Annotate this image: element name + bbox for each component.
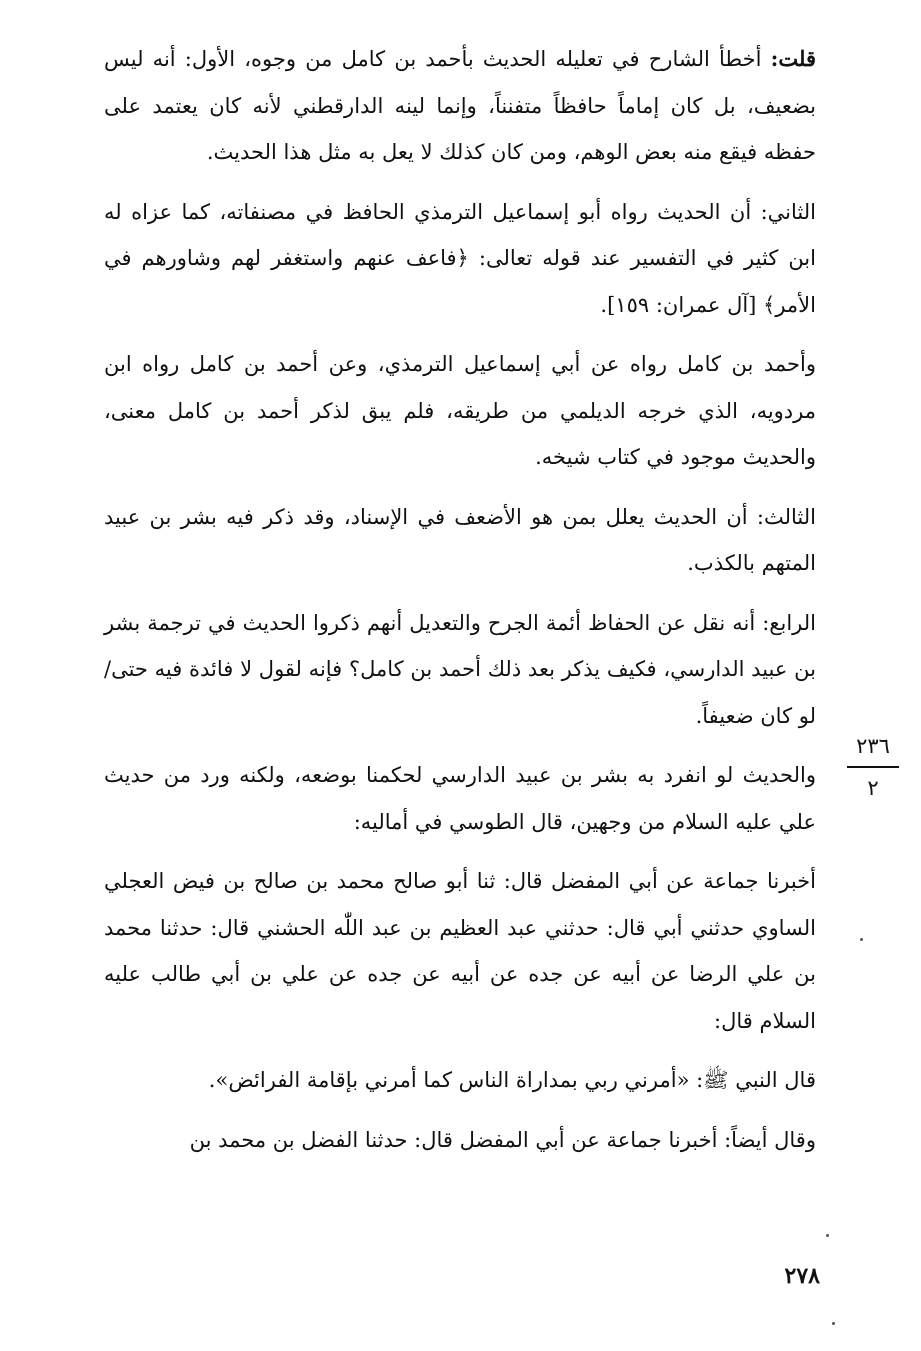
paragraph-7 xyxy=(104,858,816,1044)
scan-speck xyxy=(832,1322,835,1325)
margin-note-divider xyxy=(847,766,899,768)
paragraph-4 xyxy=(104,494,816,587)
paragraph-text: والحديث لو انفرد به بشر بن عبيد الدارسي لحكمنا بوضعه، ولكنه ورد من حديث علي عليه السلام من وجهين، قال الطوسي في أماليه: xyxy=(104,763,816,834)
paragraph-9 xyxy=(104,1117,816,1164)
paragraph-1 xyxy=(104,36,816,176)
paragraph-text: أخبرنا جماعة عن أبي المفضل قال: ثنا أبو صالح محمد بن صالح بن فيض العجلي الساوي حدثني أبي قال: حدثني عبد العظيم بن عبد اللّٰه الحشني قال: حدثنا محمد بن علي الرضا عن أبيه عن جده عن أبيه عن جده عن علي بن أبي طالب عليه السلام قال: xyxy=(104,869,816,1033)
paragraph-text: وقال أيضاً: أخبرنا جماعة عن أبي المفضل قال: حدثنا الفضل بن محمد بن xyxy=(189,1127,816,1152)
scan-speck xyxy=(860,938,863,941)
paragraph-8 xyxy=(104,1057,816,1104)
scan-speck xyxy=(826,1234,829,1237)
paragraph-lead-word: قلت: xyxy=(770,46,816,71)
margin-folio-note xyxy=(847,732,899,804)
margin-note-top-number: ٢٣٦ xyxy=(856,734,890,758)
paragraph-text: وأحمد بن كامل رواه عن أبي إسماعيل الترمذي، وعن أحمد بن كامل رواه ابن مردويه، الذي خرجه الديلمي من طريقه، فلم يبق لذكر أحمد بن كامل معنى، والحديث موجود في كتاب شيخه. xyxy=(104,352,816,469)
paragraph-text: الثالث: أن الحديث يعلل بمن هو الأضعف في الإسناد، وقد ذكر فيه بشر بن عبيد المتهم بالكذب. xyxy=(104,504,816,575)
paragraph-5 xyxy=(104,600,816,740)
page-number: ٢٧٨ xyxy=(784,1263,820,1289)
paragraph-text: أخطأ الشارح في تعليله الحديث بأحمد بن كامل من وجوه، الأول: أنه ليس بضعيف، بل كان إماماً حافظاً متفنناً، وإنما لينه الدارقطني لأنه كان يعتمد على حفظه فيقع منه بعض الوهم، ومن كان كذلك لا يعل به مثل هذا الحديث. xyxy=(104,47,816,164)
paragraph-text: الرابع: أنه نقل عن الحفاظ أئمة الجرح والتعديل أنهم ذكروا الحديث في ترجمة بشر بن عبيد الدارسي، فكيف يذكر بعد ذلك أحمد بن كامل؟ فإنه لقول لا فائدة فيه حتى/ لو كان ضعيفاً. xyxy=(104,610,816,728)
paragraph-2 xyxy=(104,189,816,329)
paragraph-text: الثاني: أن الحديث رواه أبو إسماعيل الترمذي الحافظ في مصنفاته، كما عزاه له ابن كثير في التفسير عند قوله تعالى: ﴿فاعف عنهم واستغفر لهم وشاورهم في الأمر﴾ [آل عمران: ١٥٩]. xyxy=(104,199,816,317)
main-text-block xyxy=(104,36,816,1176)
paragraph-6 xyxy=(104,752,816,845)
margin-note-bottom-number: ٢ xyxy=(867,776,879,800)
paragraph-text: قال النبي ﷺ: «أمرني ربي بمداراة الناس كما أمرني بإقامة الفرائض». xyxy=(208,1068,816,1092)
paragraph-3 xyxy=(104,341,816,481)
